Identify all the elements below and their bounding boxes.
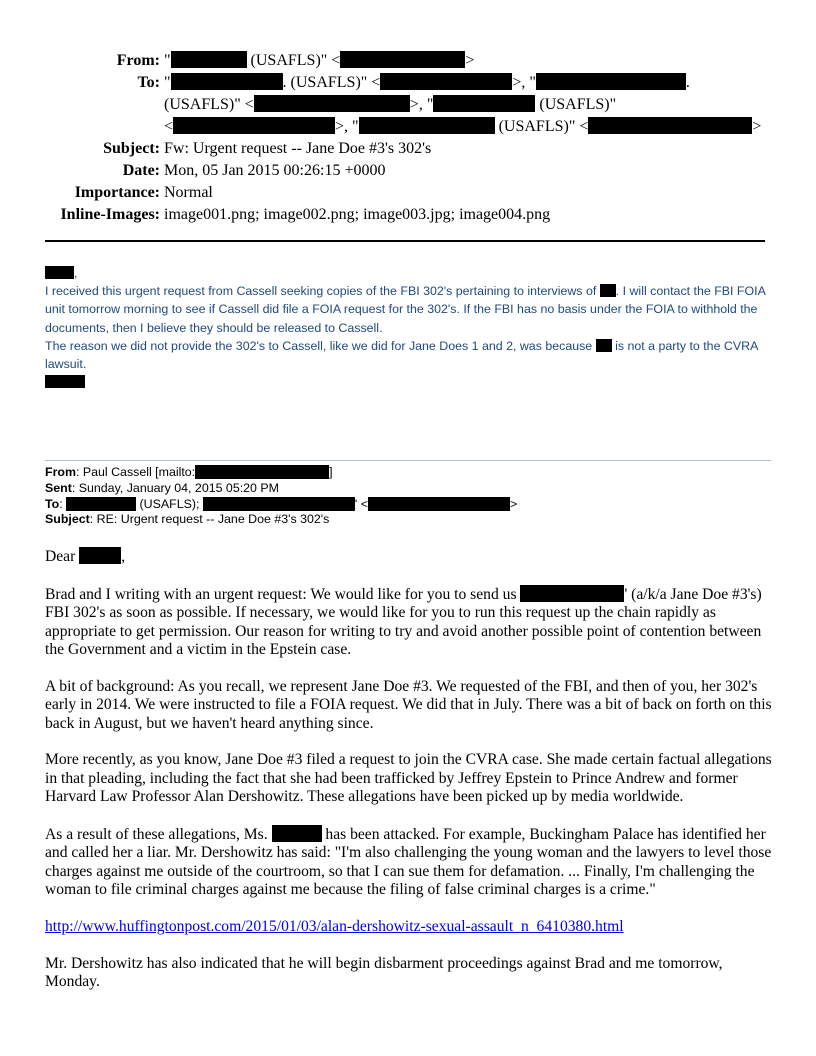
redaction (79, 547, 121, 564)
body-paragraph: More recently, as you know, Jane Doe #3 filed a request to join the CVRA case. She made certain factual allegations in that pleading, including the fact that she had been trafficked by Jeffrey Epstein to Prince Andrew and former Harvard Law Professor Alan Dershowitz. These allegations have been picked up by media worldwide. (45, 751, 772, 806)
redaction (359, 117, 495, 134)
date-value: Mon, 05 Jan 2015 00:26:15 +0000 (164, 162, 386, 179)
redaction (171, 73, 283, 90)
fwd-sent-row: Sent: Sunday, January 04, 2015 05:20 PM (45, 480, 279, 495)
redaction (433, 95, 535, 112)
forwarded-header (45, 465, 517, 528)
importance-value: Normal (164, 184, 213, 201)
header-divider (45, 240, 765, 242)
to-value-line2: (USAFLS)" < >, " (USAFLS)" (164, 96, 617, 113)
subject-value: Fw: Urgent request -- Jane Doe #3's 302's (164, 140, 432, 157)
redaction (368, 497, 510, 511)
to-row-cont (0, 94, 816, 116)
redaction (600, 284, 616, 297)
body-paragraph: As a result of these allegations, Ms. has been attacked. For example, Buckingham Palace has identified her and called her a liar. Mr. Dershowitz has said: "I'm also challenging the young woman and the lawyers to level those charges against me outside of the courtroom, so that I can sue them for defamation. ... Finally, I'm challenging the woman to file criminal charges against me because the filing of false criminal charges is a crime." (45, 826, 772, 899)
from-label: From: (116, 52, 160, 69)
redaction (171, 51, 247, 68)
forward-note (45, 264, 775, 391)
from-row (0, 50, 816, 72)
email-header (0, 50, 816, 226)
to-label: To: (137, 74, 160, 91)
redaction (195, 465, 329, 479)
redaction (536, 73, 686, 90)
redaction (45, 266, 74, 279)
to-value-line3: < >, " (USAFLS)" < > (164, 118, 762, 135)
article-link[interactable]: http://www.huffingtonpost.com/2015/01/03/alan-dershowitz-sexual-assault_n_6410380.html (45, 918, 624, 936)
note-signature (45, 373, 775, 391)
redaction (254, 95, 410, 112)
fwd-subject-row: Subject: RE: Urgent request -- Jane Doe #3's 302's (45, 512, 330, 527)
inline-images-label: Inline-Images: (60, 206, 160, 223)
note-greeting: , (45, 264, 775, 282)
subject-row (0, 138, 816, 160)
redaction (66, 497, 136, 511)
body-paragraph: Mr. Dershowitz has also indicated that he will begin disbarment proceedings against Brad and me tomorrow, Monday. (45, 954, 723, 991)
fwd-to-row: To: (USAFLS); ' < > (45, 496, 518, 511)
body-salutation: Dear , (45, 548, 126, 565)
note-paragraph: I received this urgent request from Cassell seeking copies of the FBI 302's pertaining to interviews of . I will contact the FBI FOIA unit tomorrow morning to see if Cassell did file a FOIA request for the 302's. If the FBI has no basis under the FOIA to withhold the documents, then I believe they should be released to Cassell. (45, 284, 766, 335)
body-paragraph: A bit of background: As you recall, we represent Jane Doe #3. We requested of the FBI, and then of you, her 302's early in 2014. We were instructed to file a FOIA request. We did that in July. There was a bit of back on forth on this back in August, but we haven't heard anything since. (45, 677, 772, 732)
redaction (272, 825, 322, 842)
importance-row (0, 182, 816, 204)
redaction (588, 117, 752, 134)
subject-label: Subject: (103, 140, 160, 157)
body-paragraph: Brad and I writing with an urgent request: We would like for you to send us ' (a/k/a Jane Doe #3's) FBI 302's as soon as possible. If necessary, we would like for you to run this request up the chain rapidly as appropriate to get permission. Our reason for writing to try and avoid another possible point of contention between the Government and a victim in the Epstein case. (45, 585, 762, 659)
redaction (173, 117, 335, 134)
redaction (520, 585, 624, 602)
date-label: Date: (122, 162, 160, 179)
to-value-line1: " . (USAFLS)" < >, " . (164, 74, 690, 91)
forwarded-divider (45, 460, 771, 461)
redaction (203, 497, 355, 511)
to-row (0, 72, 816, 94)
redaction (596, 339, 612, 352)
fwd-from-row: From: Paul Cassell [mailto: ] (45, 465, 333, 479)
from-value: " (USAFLS)" < > (164, 52, 475, 69)
to-row-cont (0, 116, 816, 138)
redaction (45, 375, 85, 388)
importance-label: Importance: (74, 184, 160, 201)
redaction (380, 73, 512, 90)
date-row (0, 160, 816, 182)
body-link-paragraph (45, 918, 780, 936)
email-body (45, 547, 780, 1010)
inline-images-row (0, 204, 816, 226)
inline-images-value: image001.png; image002.png; image003.jpg; image004.png (164, 206, 551, 223)
redaction (340, 51, 465, 68)
note-paragraph: The reason we did not provide the 302's to Cassell, like we did for Jane Does 1 and 2, was because is not a party to the CVRA lawsuit. (45, 338, 758, 372)
